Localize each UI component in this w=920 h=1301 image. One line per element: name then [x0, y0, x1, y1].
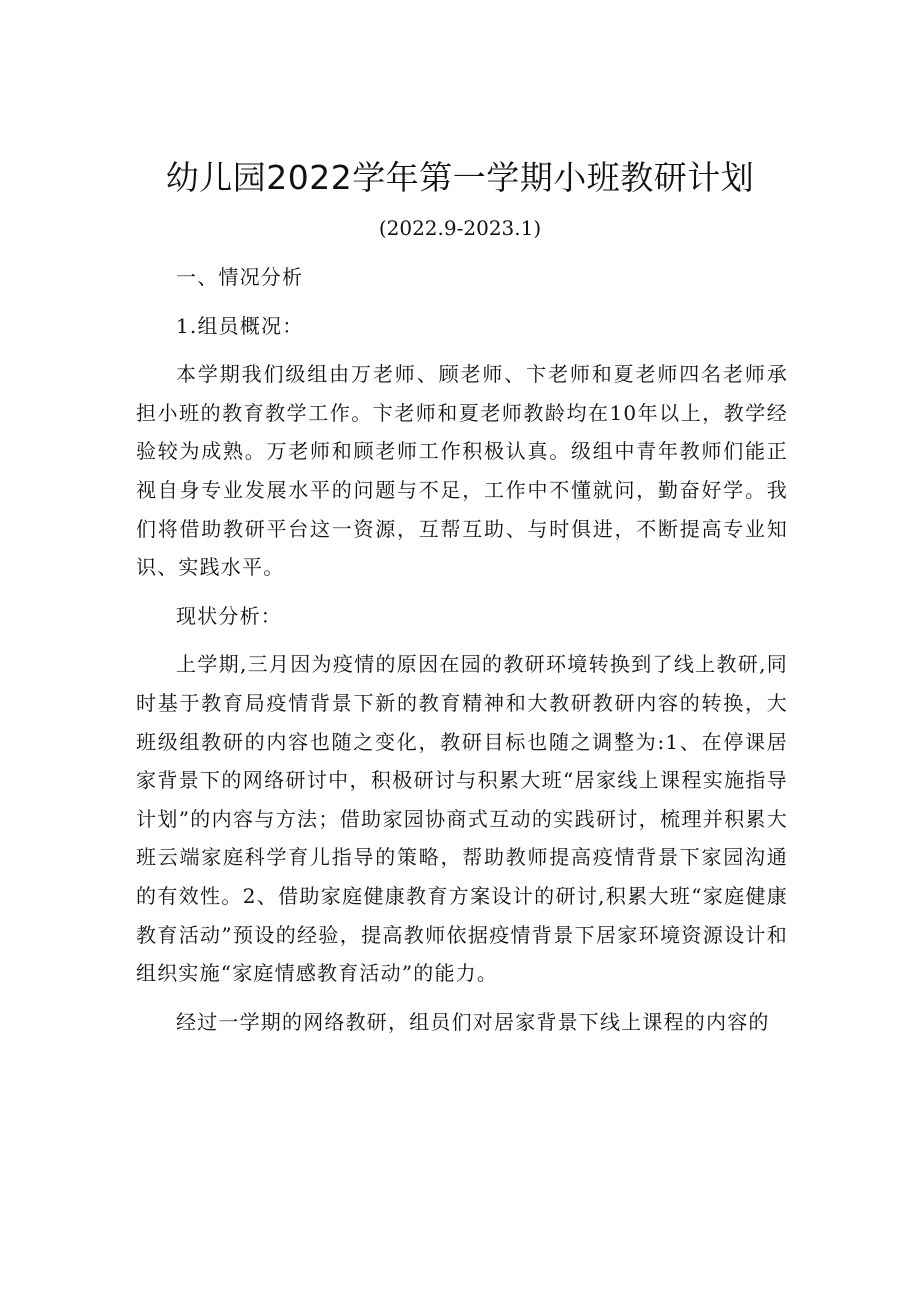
document-body	[136, 258, 788, 1041]
paragraph-status-heading: 现状分析：	[176, 603, 282, 628]
paragraph-last-semester: 上学期,三月因为疫情的原因在园的教研环境转换到了线上教研,同时基于教育局疫情背景下新的教育精神和大教研教研内容的转换，大班级组教研的内容也随之变化，教研目标也随之调整为:1、在停课居家背景下的网络研讨中，积极研讨与积累大班“居家线上课程实施指导计划”的内容与方法；借助家园协商式互动的实践研讨，梳理并积累大班云端家庭科学育儿指导的策略，帮助教师提高疫情背景下家园沟通的有效性。2、借助家庭健康教育方案设计的研讨,积累大班“家庭健康教育活动”预设的经验，提高教师依据疫情背景下居家环境资源设计和组织实施“家庭情感教育活动”的能力。	[136, 652, 788, 986]
document-title: 幼儿园2022学年第一学期小班教研计划	[165, 158, 755, 197]
paragraph-online-research: 经过一学期的网络教研，组员们对居家背景下线上课程的内容的	[176, 1009, 770, 1034]
subsection-heading: 1.组员概况：	[176, 313, 304, 338]
section-heading: 一、情况分析	[176, 265, 304, 289]
document-date-range: (2022.9-2023.1)	[378, 216, 542, 240]
paragraph-members-overview: 本学期我们级组由万老师、顾老师、卞老师和夏老师四名老师承担小班的教育教学工作。卞老师和夏老师教龄均在10年以上，教学经验较为成熟。万老师和顾老师工作积极认真。级组中青年教师们能正视自身专业发展水平的问题与不足，工作中不懂就问，勤奋好学。我们将借助教研平台这一资源，互帮互助、与时俱进，不断提高专业知识、实践水平。	[136, 362, 788, 580]
